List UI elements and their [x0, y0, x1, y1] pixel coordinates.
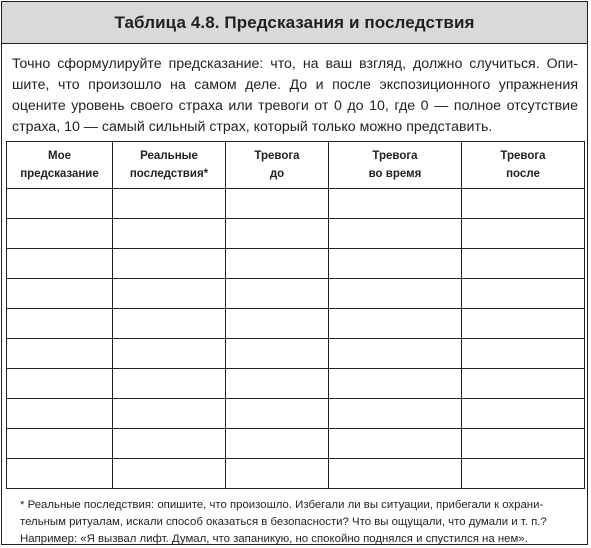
footnote-line: тельным ритуалам, искали способ оказаться в безопасности? Что вы ощущали, что думали и т. п.? [20, 516, 547, 528]
empty-cell[interactable] [113, 399, 226, 429]
table-title: Таблица 4.8. Предсказания и последствия [2, 2, 587, 44]
empty-cell[interactable] [113, 219, 226, 249]
empty-cell[interactable] [226, 459, 329, 489]
empty-cell[interactable] [226, 339, 329, 369]
empty-cell[interactable] [7, 369, 113, 399]
empty-cell[interactable] [329, 189, 462, 219]
table-row [7, 309, 585, 339]
empty-cell[interactable] [226, 429, 329, 459]
empty-cell[interactable] [113, 309, 226, 339]
empty-cell[interactable] [462, 339, 585, 369]
header-row [7, 142, 585, 189]
table-row [7, 429, 585, 459]
empty-cell[interactable] [113, 429, 226, 459]
instructions-text [12, 54, 578, 138]
empty-cell[interactable] [462, 309, 585, 339]
footnote [20, 497, 582, 548]
table-row [7, 189, 585, 219]
column-header-anxiety-after: Тревога после [462, 142, 585, 189]
empty-cell[interactable] [462, 249, 585, 279]
empty-cell[interactable] [7, 279, 113, 309]
empty-cell[interactable] [7, 399, 113, 429]
empty-cell[interactable] [329, 459, 462, 489]
empty-cell[interactable] [226, 249, 329, 279]
empty-cell[interactable] [329, 429, 462, 459]
table-row [7, 339, 585, 369]
empty-cell[interactable] [7, 309, 113, 339]
empty-cell[interactable] [113, 459, 226, 489]
empty-cell[interactable] [329, 219, 462, 249]
column-header-anxiety-before: Тревога до [226, 142, 329, 189]
empty-cell[interactable] [226, 279, 329, 309]
empty-cell[interactable] [329, 279, 462, 309]
empty-cell[interactable] [329, 249, 462, 279]
table-row [7, 279, 585, 309]
empty-cell[interactable] [462, 429, 585, 459]
empty-cell[interactable] [7, 339, 113, 369]
empty-cell[interactable] [113, 369, 226, 399]
table-row [7, 459, 585, 489]
column-header-actual-consequences: Реальные последствия* [113, 142, 226, 189]
instructions-line: шите, что произошло на самом деле. До и после экспозиционного упражнения [12, 77, 578, 93]
empty-cell[interactable] [329, 339, 462, 369]
empty-cell[interactable] [462, 189, 585, 219]
empty-cell[interactable] [226, 369, 329, 399]
instructions-line: страха, 10 — самый сильный страх, который только можно представить. [12, 119, 493, 135]
worksheet-frame [1, 1, 588, 545]
empty-cell[interactable] [329, 399, 462, 429]
empty-cell[interactable] [7, 189, 113, 219]
empty-cell[interactable] [7, 249, 113, 279]
empty-cell[interactable] [226, 309, 329, 339]
empty-cell[interactable] [329, 309, 462, 339]
empty-cell[interactable] [462, 399, 585, 429]
table-row [7, 369, 585, 399]
empty-cell[interactable] [226, 189, 329, 219]
empty-cell[interactable] [7, 219, 113, 249]
instructions-line: Точно сформулируйте предсказание: что, на ваш взгляд, должно случиться. Опи- [12, 56, 578, 72]
empty-cell[interactable] [226, 399, 329, 429]
instructions-line: оцените уровень своего страха или тревоги от 0 до 10, где 0 — полное отсутствие [12, 98, 578, 114]
column-header-prediction: Мое предсказание [7, 142, 113, 189]
empty-cell[interactable] [113, 279, 226, 309]
empty-cell[interactable] [462, 219, 585, 249]
empty-cell[interactable] [329, 369, 462, 399]
table-row [7, 249, 585, 279]
footnote-line: Например: «Я вызвал лифт. Думал, что запаникую, но спокойно поднялся и спустился на нем». [20, 533, 528, 545]
prediction-table [6, 141, 585, 489]
empty-cell[interactable] [462, 279, 585, 309]
table-body [7, 189, 585, 489]
empty-cell[interactable] [113, 189, 226, 219]
table-row [7, 399, 585, 429]
empty-cell[interactable] [113, 249, 226, 279]
table-row [7, 219, 585, 249]
footnote-line: * Реальные последствия: опишите, что произошло. Избегали ли вы ситуации, прибегали к охрани- [20, 499, 544, 511]
empty-cell[interactable] [226, 219, 329, 249]
empty-cell[interactable] [113, 339, 226, 369]
empty-cell[interactable] [462, 369, 585, 399]
empty-cell[interactable] [7, 459, 113, 489]
column-header-anxiety-during: Тревога во время [329, 142, 462, 189]
empty-cell[interactable] [7, 429, 113, 459]
empty-cell[interactable] [462, 459, 585, 489]
